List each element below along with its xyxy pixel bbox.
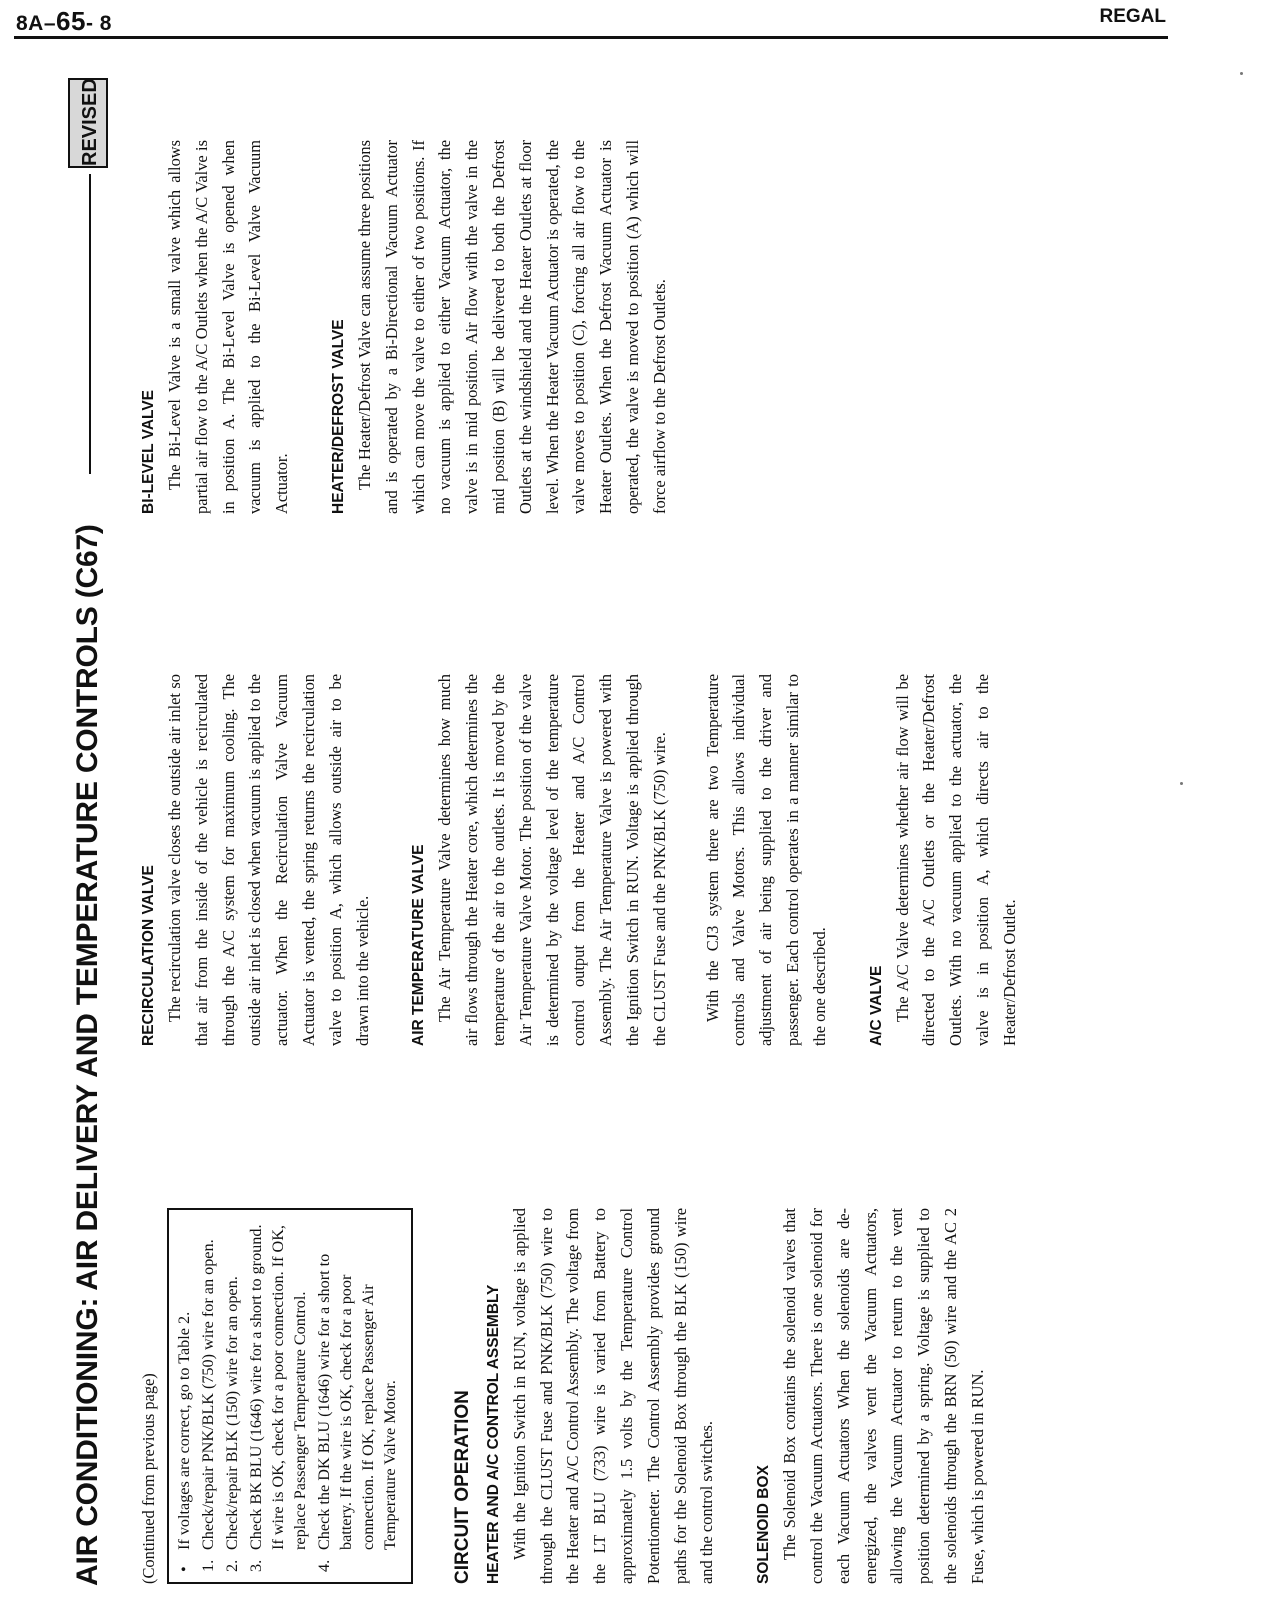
column-1 (136, 1208, 992, 1584)
model-name: REGAL (1099, 6, 1166, 27)
header-rule (14, 36, 1168, 39)
title-rule (89, 174, 91, 474)
heater-defrost-valve-heading: HEATER/DEFROST VALVE (329, 319, 347, 514)
step-item: 3. Check BK BLU (1646) wire for a short to ground. If wire is OK, check for a poor connection. If OK, replace Passenger Temperature Control. (246, 1224, 309, 1572)
continued-note: (Continued from previous page) (139, 1373, 158, 1584)
bi-level-valve-text: The Bi-Level Valve is a small valve which allows partial air flow to the A/C Outlets when the A/C Valve is in position A. The Bi-Level Valve is opened when vacuum is applied to the Bi-Level Valve Vacuum Actuator. (165, 140, 292, 514)
column-2 (136, 674, 1024, 1046)
solenoid-box-heading: SOLENOID BOX (755, 1465, 773, 1584)
page-header (0, 0, 1264, 44)
air-temperature-valve-text: The Air Temperature Valve determines how much air flows through the Heater core, which determines the temperature of the air to the outlets. It is moved by the Air Temperature Valve Motor. The position of the valve is determined by the voltage level of the temperature control output from the Heater and A/C Control Assembly. The Air Temperature Valve is powered with the Ignition Switch in RUN. Voltage is applied through the CLUST Fuse and the PNK/BLK (750) wire. (435, 674, 669, 1046)
ac-valve-heading: A/C VALVE (867, 965, 885, 1046)
circuit-operation-heading: CIRCUIT OPERATION (451, 1390, 473, 1584)
rotated-page-body (66, 66, 1158, 1586)
heater-defrost-valve-text: The Heater/Defrost Valve can assume three positions and is operated by a Bi-Directional Vacuum Actuator which can move the valve to either of two positions. If no vacuum is applied to either Vacuum Actuator, the valve is in mid position. Air flow with the valve in the mid position (B) will be delivered to both the Defrost Outlets at the windshield and the Heater Outlets at floor level. When the Heater Vacuum Actuator is operated, the valve moves to position (C), forcing all air flow to the Heater Outlets. When the Defrost Vacuum Actuator is operated, the valve is moved to position (A) which will force airflow to the Defrost Outlets. (354, 140, 669, 514)
repair-steps-box (167, 1208, 413, 1584)
step-item: 4. Check the DK BLU (1646) wire for a short to battery. If the wire is OK, check for a poor connection. If OK, replace Passenger Air Temperature Valve Motor. (314, 1253, 399, 1572)
step-item: 1. Check/repair PNK/BLK (750) wire for an open. (198, 1239, 217, 1572)
bi-level-valve-heading: BI-LEVEL VALVE (140, 389, 157, 514)
recirculation-valve-text: The recirculation valve closes the outside air inlet so that air from the inside of the vehicle is recirculated through the A/C system for maximum cooling. The outside air inlet is closed when vacuum is applied to the actuator. When the Recirculation Valve Vacuum Actuator is vented, the spring returns the recirculation valve to position A, which allows outside air to be drawn into the vehicle. (165, 674, 372, 1046)
air-temperature-valve-text-2: With the CJ3 system there are two Temperature controls and Valve Motors. This allows individual adjustment of air being supplied to the driver and passenger. Each control operates in a manner similar to the one described. (702, 674, 829, 1046)
step-item: 2. Check/repair BLK (150) wire for an open. (222, 1276, 241, 1572)
solenoid-box-text: The Solenoid Box contains the solenoid valves that control the Vacuum Actuators. There is one solenoid for each Vacuum Actuators When the solenoids are de-energized, the valves vent the Vacuum Actuators, allowing the Vacuum Actuator to return to the vent position determined by a spring. Voltage is supplied to the solenoids through the BRN (50) wire and the AC 2 Fuse, which is powered in RUN. (780, 1208, 987, 1584)
step-item: • If voltages are correct, go to Table 2. (174, 1311, 193, 1572)
heater-ac-control-text: With the Ignition Switch in RUN, voltage is applied through the CLUST Fuse and PNK/BLK (750) wire to the Heater and A/C Control Assembly. The voltage from the LT BLU (733) wire is varied from Battery to approximately 1.5 volts by the Temperature Control Potentiometer. The Control Assembly provides ground paths for the Solenoid Box through the BLK (150) wire and the control switches. (509, 1208, 717, 1584)
page-title: AIR CONDITIONING: AIR DELIVERY AND TEMPERATURE CONTROLS (C67) (71, 524, 104, 1586)
revised-stamp: REVISED (68, 78, 108, 168)
page-number: 8A–65- 8 (16, 6, 112, 36)
air-temperature-valve-heading: AIR TEMPERATURE VALVE (410, 844, 428, 1046)
column-3 (136, 140, 674, 514)
scan-speck (1240, 72, 1243, 75)
recirculation-valve-heading: RECIRCULATION VALVE (140, 865, 157, 1046)
heater-ac-control-heading: HEATER AND A/C CONTROL ASSEMBLY (484, 1284, 502, 1584)
ac-valve-text: The A/C Valve determines whether air flow will be directed to the A/C Outlets or the Heater/Defrost Outlets. With no vacuum applied to the actuator, the valve is in position A, which directs air to the Heater/Defrost Outlet. (892, 674, 1019, 1046)
scan-speck (1180, 782, 1183, 785)
